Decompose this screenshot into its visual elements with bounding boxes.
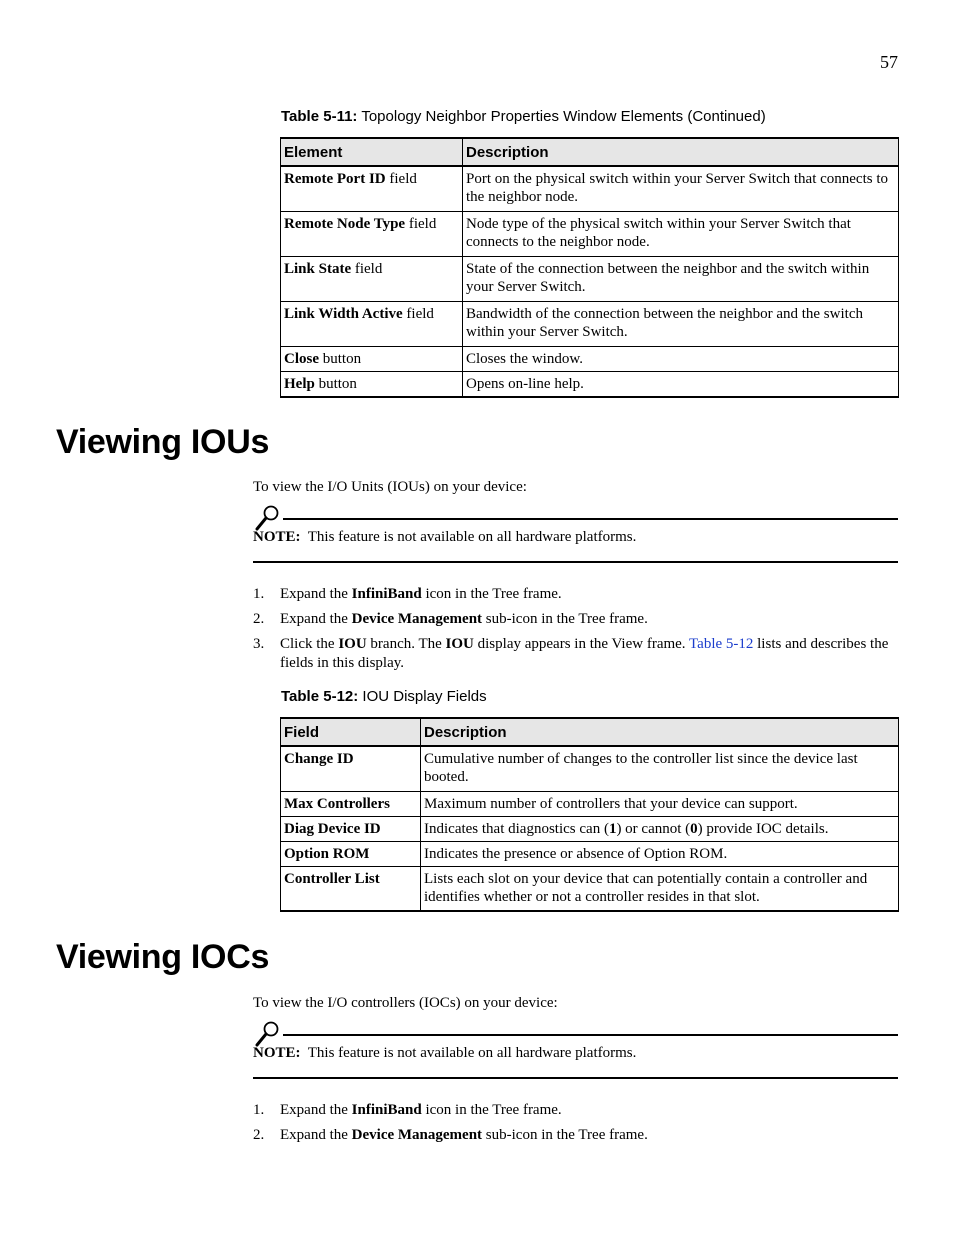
caption-text: Topology Neighbor Properties Window Elements (Continued)	[361, 108, 766, 125]
steps-list	[253, 1101, 898, 1151]
table-row	[281, 841, 899, 866]
element-name: Remote Node Type	[284, 215, 406, 232]
table-row	[281, 166, 899, 211]
magnifier-icon	[254, 504, 286, 532]
list-item: 2. Expand the Device Management sub-icon in the Tree frame.	[253, 611, 648, 627]
table-row	[281, 211, 899, 256]
list-item: 1. Expand the InfiniBand icon in the Tree frame.	[253, 1102, 562, 1118]
field-name: Max Controllers	[284, 795, 390, 812]
element-description: Bandwidth of the connection between the neighbor and the switch within your Server Switch.	[463, 301, 899, 346]
field-description: Cumulative number of changes to the controller list since the device last booted.	[421, 746, 899, 791]
caption-label: Table 5-12:	[281, 688, 359, 705]
caption-label: Table 5-11:	[281, 108, 358, 125]
field-description: Maximum number of controllers that your device can support.	[421, 791, 899, 816]
table-row	[281, 256, 899, 301]
note-label: NOTE:	[253, 1045, 301, 1061]
section-heading-ious: Viewing IOUs	[56, 423, 270, 461]
element-name: Remote Port ID	[284, 171, 386, 187]
intro-text: To view the I/O controllers (IOCs) on your device:	[253, 995, 558, 1011]
note	[253, 529, 636, 546]
field-name: Controller List	[284, 870, 380, 887]
element-description: Opens on-line help.	[463, 371, 899, 397]
column-header: Description	[463, 138, 899, 166]
element-type: button	[314, 375, 357, 392]
list-item: 2. Expand the Device Management sub-icon in the Tree frame.	[253, 1127, 648, 1143]
element-name: Help	[284, 375, 315, 392]
list-item: 1. Expand the InfiniBand icon in the Tree frame.	[253, 586, 562, 602]
field-name: Diag Device ID	[284, 820, 381, 837]
steps-list	[253, 585, 898, 679]
table-row	[281, 371, 899, 397]
note-top-rule	[283, 1034, 898, 1036]
element-type: button	[319, 350, 362, 367]
element-name: Close	[284, 350, 319, 367]
table-row	[281, 746, 899, 791]
column-header: Element	[281, 138, 463, 166]
page-number: 57	[880, 52, 898, 72]
field-description: Lists each slot on your device that can potentially contain a controller and identifies whether or not a controller resides in that slot.	[421, 866, 899, 911]
note-label: NOTE:	[253, 529, 301, 545]
element-description: Port on the physical switch within your Server Switch that connects to the neighbor node.	[463, 166, 899, 211]
column-header: Description	[421, 718, 899, 746]
table-caption	[281, 108, 766, 125]
table-row	[281, 866, 899, 911]
element-description: Closes the window.	[463, 346, 899, 371]
element-name: Link Width Active	[284, 305, 403, 322]
table-5-11	[280, 137, 899, 398]
note-bottom-rule	[253, 1077, 898, 1079]
table-caption	[281, 688, 487, 705]
element-type: field	[402, 305, 434, 322]
column-header: Field	[281, 718, 421, 746]
field-name: Option ROM	[284, 845, 370, 862]
caption-text: IOU Display Fields	[362, 688, 487, 705]
table-row	[281, 816, 899, 841]
table-5-12-link[interactable]: Table 5-12	[689, 636, 754, 652]
magnifier-icon	[254, 1020, 286, 1048]
element-type: field	[405, 215, 437, 232]
element-name: Link State	[284, 260, 352, 277]
element-description: State of the connection between the neighbor and the switch within your Server Switch.	[463, 256, 899, 301]
element-type: field	[385, 171, 417, 187]
table-5-12	[280, 717, 899, 912]
section-heading-iocs: Viewing IOCs	[56, 938, 270, 976]
table-row	[281, 791, 899, 816]
list-item: 3. Click the IOU branch. The IOU display appears in the View frame. Table 5-12 lists and describes the fields in this display.	[253, 636, 889, 671]
note-top-rule	[283, 518, 898, 520]
table-row	[281, 301, 899, 346]
note-text: This feature is not available on all hardware platforms.	[307, 1045, 637, 1061]
field-description: Indicates that diagnostics can (1) or cannot (0) provide IOC details.	[421, 816, 899, 841]
note	[253, 1045, 636, 1062]
element-description: Node type of the physical switch within your Server Switch that connects to the neighbor node.	[463, 211, 899, 256]
element-type: field	[351, 260, 383, 277]
note-bottom-rule	[253, 561, 898, 563]
intro-text: To view the I/O Units (IOUs) on your device:	[253, 479, 527, 495]
field-description: Indicates the presence or absence of Option ROM.	[421, 841, 899, 866]
note-text: This feature is not available on all hardware platforms.	[307, 529, 637, 545]
table-row	[281, 346, 899, 371]
field-name: Change ID	[284, 751, 354, 767]
